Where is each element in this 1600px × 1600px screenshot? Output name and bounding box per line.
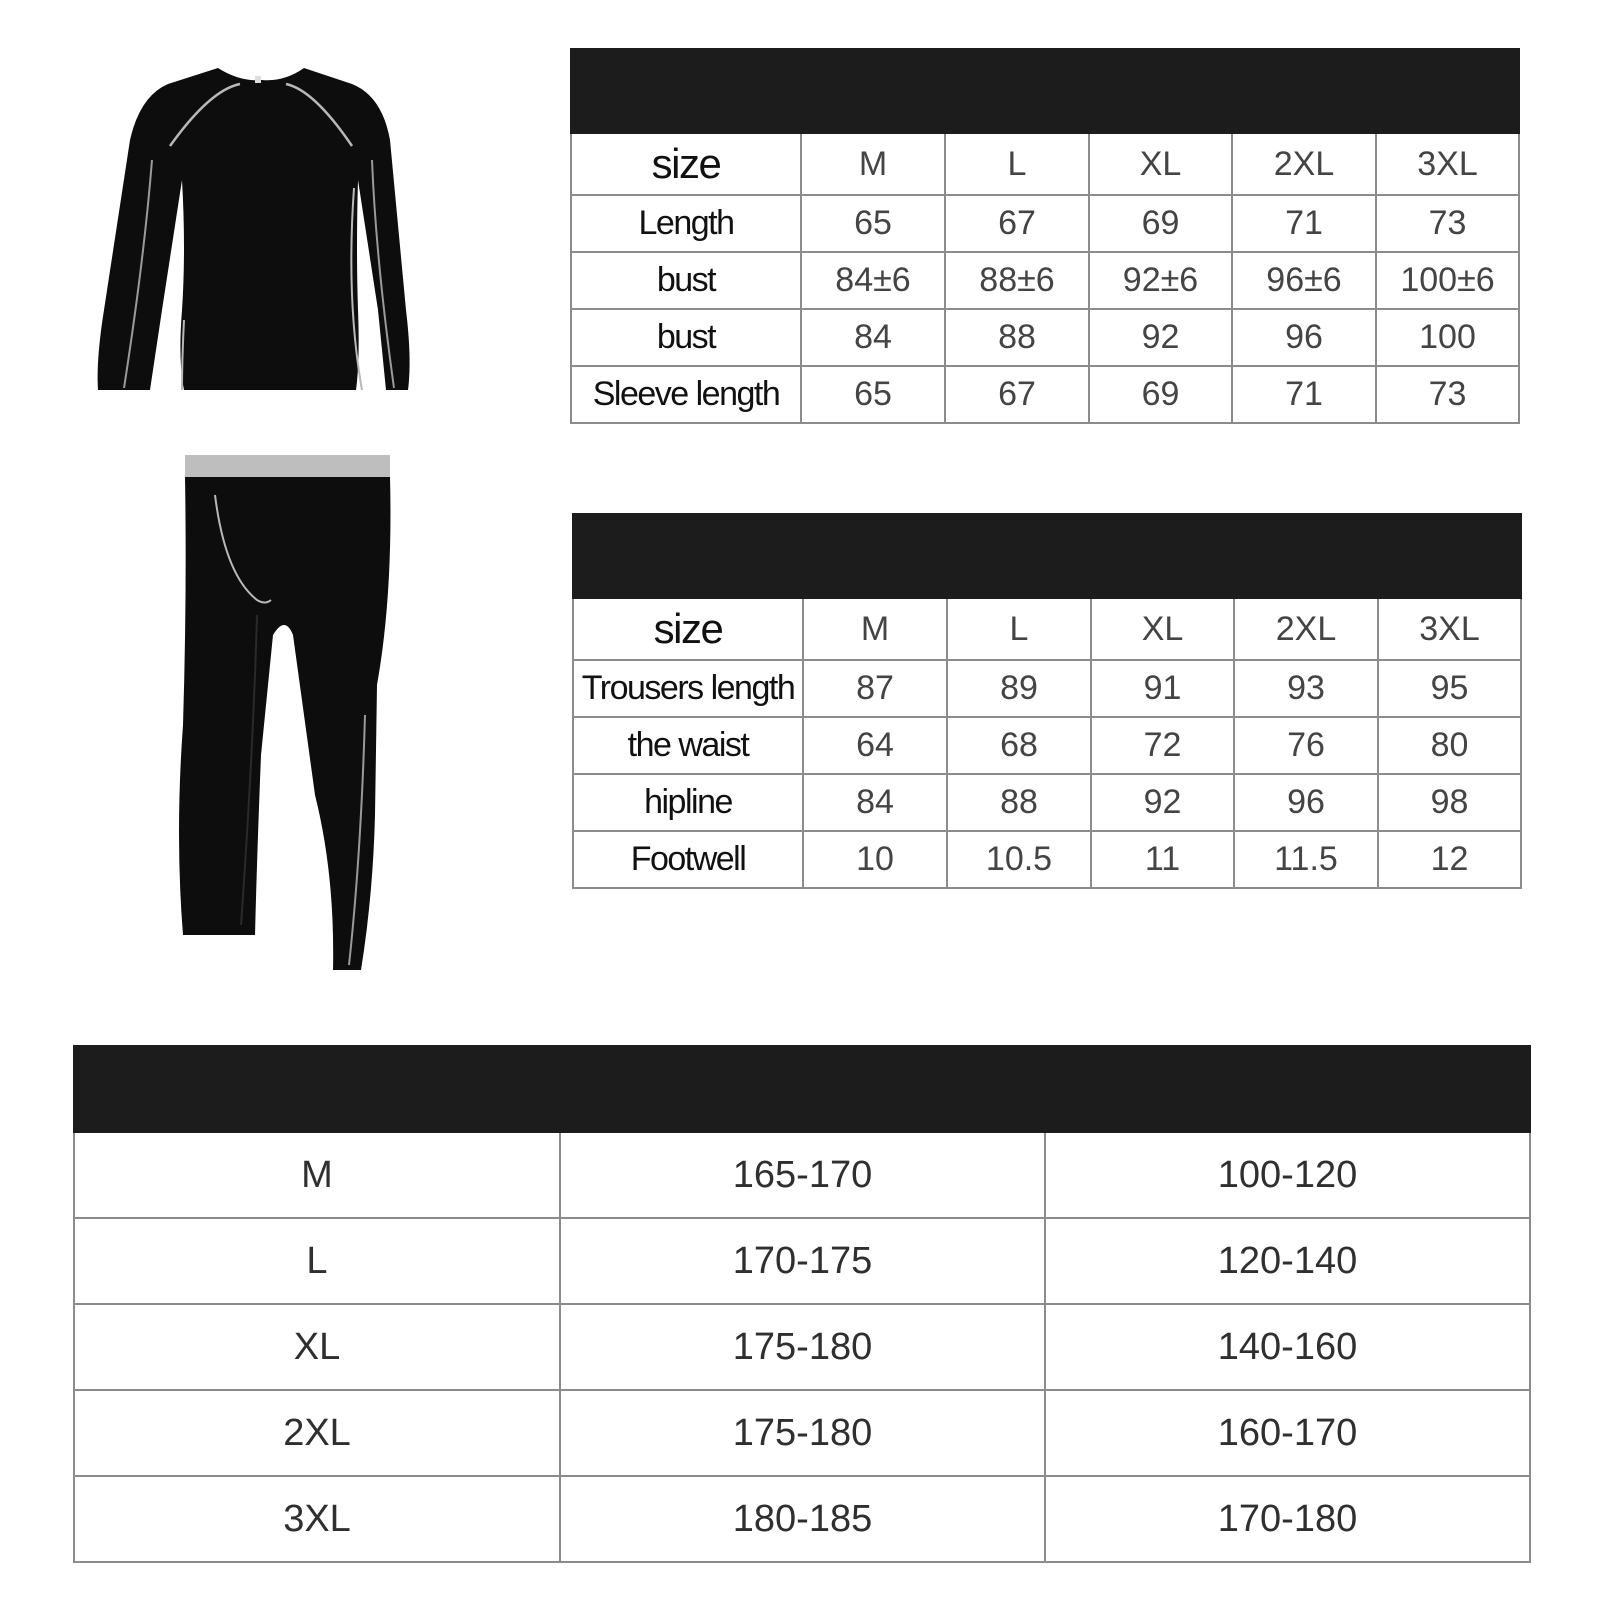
fit-size: XL bbox=[74, 1304, 560, 1390]
cell-value: 67 bbox=[945, 195, 1089, 252]
shirt-sleeve-row bbox=[571, 366, 1519, 423]
cell-value: 92 bbox=[1091, 774, 1234, 831]
cell-value: 69 bbox=[1089, 195, 1232, 252]
cell-value: 10.5 bbox=[947, 831, 1091, 888]
row-label: Sleeve length bbox=[571, 366, 801, 423]
row-label: hipline bbox=[573, 774, 803, 831]
pants-size-row bbox=[573, 598, 1521, 660]
row-label: Length bbox=[571, 195, 801, 252]
shirt-size-row bbox=[571, 133, 1519, 195]
fit-size: M bbox=[74, 1132, 560, 1218]
row-label: bust bbox=[571, 309, 801, 366]
fit-size: 3XL bbox=[74, 1476, 560, 1562]
cell-value: 100 bbox=[1376, 309, 1519, 366]
cell-value: 73 bbox=[1376, 366, 1519, 423]
fit-size: 2XL bbox=[74, 1390, 560, 1476]
size-code: L bbox=[947, 598, 1091, 660]
cell-value: 72 bbox=[1091, 717, 1234, 774]
size-code: M bbox=[803, 598, 947, 660]
fit-weight: 170-180 bbox=[1045, 1476, 1530, 1562]
cell-value: 67 bbox=[945, 366, 1089, 423]
compression-pants-image bbox=[165, 455, 410, 990]
row-label: Footwell bbox=[573, 831, 803, 888]
fit-row-xl bbox=[74, 1304, 1530, 1390]
cell-value: 88 bbox=[945, 309, 1089, 366]
cell-value: 96 bbox=[1234, 774, 1378, 831]
fit-weight: 100-120 bbox=[1045, 1132, 1530, 1218]
pants-hipline-row bbox=[573, 774, 1521, 831]
cell-value: 98 bbox=[1378, 774, 1521, 831]
pants-size-table bbox=[572, 513, 1522, 889]
cell-value: 95 bbox=[1378, 660, 1521, 717]
row-label: the waist bbox=[573, 717, 803, 774]
shirt-bust-row bbox=[571, 309, 1519, 366]
cell-value: 65 bbox=[801, 366, 945, 423]
cell-value: 88±6 bbox=[945, 252, 1089, 309]
fit-row-m bbox=[74, 1132, 1530, 1218]
size-code: M bbox=[801, 133, 945, 195]
pants-length-row bbox=[573, 660, 1521, 717]
size-code: 3XL bbox=[1378, 598, 1521, 660]
fit-row-l bbox=[74, 1218, 1530, 1304]
cell-value: 11.5 bbox=[1234, 831, 1378, 888]
row-label: Trousers length bbox=[573, 660, 803, 717]
size-code: 3XL bbox=[1376, 133, 1519, 195]
cell-value: 71 bbox=[1232, 366, 1376, 423]
cell-value: 12 bbox=[1378, 831, 1521, 888]
size-code: 2XL bbox=[1234, 598, 1378, 660]
cell-value: 84 bbox=[801, 309, 945, 366]
cell-value: 76 bbox=[1234, 717, 1378, 774]
fit-table-header-bar bbox=[74, 1046, 1530, 1132]
fit-height: 175-180 bbox=[560, 1304, 1045, 1390]
cell-value: 92±6 bbox=[1089, 252, 1232, 309]
cell-value: 96±6 bbox=[1232, 252, 1376, 309]
size-code: XL bbox=[1089, 133, 1232, 195]
cell-value: 65 bbox=[801, 195, 945, 252]
shirt-length-row bbox=[571, 195, 1519, 252]
pants-footwell-row bbox=[573, 831, 1521, 888]
cell-value: 96 bbox=[1232, 309, 1376, 366]
fit-height: 170-175 bbox=[560, 1218, 1045, 1304]
cell-value: 64 bbox=[803, 717, 947, 774]
cell-value: 88 bbox=[947, 774, 1091, 831]
size-code: 2XL bbox=[1232, 133, 1376, 195]
cell-value: 100±6 bbox=[1376, 252, 1519, 309]
pants-waist-row bbox=[573, 717, 1521, 774]
cell-value: 84 bbox=[803, 774, 947, 831]
shirt-bust-range-row bbox=[571, 252, 1519, 309]
cell-value: 87 bbox=[803, 660, 947, 717]
cell-value: 84±6 bbox=[801, 252, 945, 309]
fit-row-2xl bbox=[74, 1390, 1530, 1476]
size-label: size bbox=[571, 133, 801, 195]
cell-value: 93 bbox=[1234, 660, 1378, 717]
cell-value: 10 bbox=[803, 831, 947, 888]
cell-value: 11 bbox=[1091, 831, 1234, 888]
cell-value: 71 bbox=[1232, 195, 1376, 252]
shirt-size-table bbox=[570, 48, 1520, 424]
fit-row-3xl bbox=[74, 1476, 1530, 1562]
size-code: L bbox=[945, 133, 1089, 195]
shirt-table-header-bar bbox=[571, 49, 1519, 133]
cell-value: 89 bbox=[947, 660, 1091, 717]
compression-shirt-image bbox=[90, 60, 430, 430]
fit-height: 165-170 bbox=[560, 1132, 1045, 1218]
cell-value: 73 bbox=[1376, 195, 1519, 252]
size-code: XL bbox=[1091, 598, 1234, 660]
pants-table-header-bar bbox=[573, 514, 1521, 598]
fit-recommendation-table bbox=[73, 1045, 1531, 1563]
fit-weight: 160-170 bbox=[1045, 1390, 1530, 1476]
cell-value: 91 bbox=[1091, 660, 1234, 717]
row-label: bust bbox=[571, 252, 801, 309]
cell-value: 92 bbox=[1089, 309, 1232, 366]
fit-height: 180-185 bbox=[560, 1476, 1045, 1562]
fit-weight: 120-140 bbox=[1045, 1218, 1530, 1304]
cell-value: 68 bbox=[947, 717, 1091, 774]
fit-height: 175-180 bbox=[560, 1390, 1045, 1476]
size-label: size bbox=[573, 598, 803, 660]
fit-size: L bbox=[74, 1218, 560, 1304]
fit-weight: 140-160 bbox=[1045, 1304, 1530, 1390]
cell-value: 80 bbox=[1378, 717, 1521, 774]
cell-value: 69 bbox=[1089, 366, 1232, 423]
